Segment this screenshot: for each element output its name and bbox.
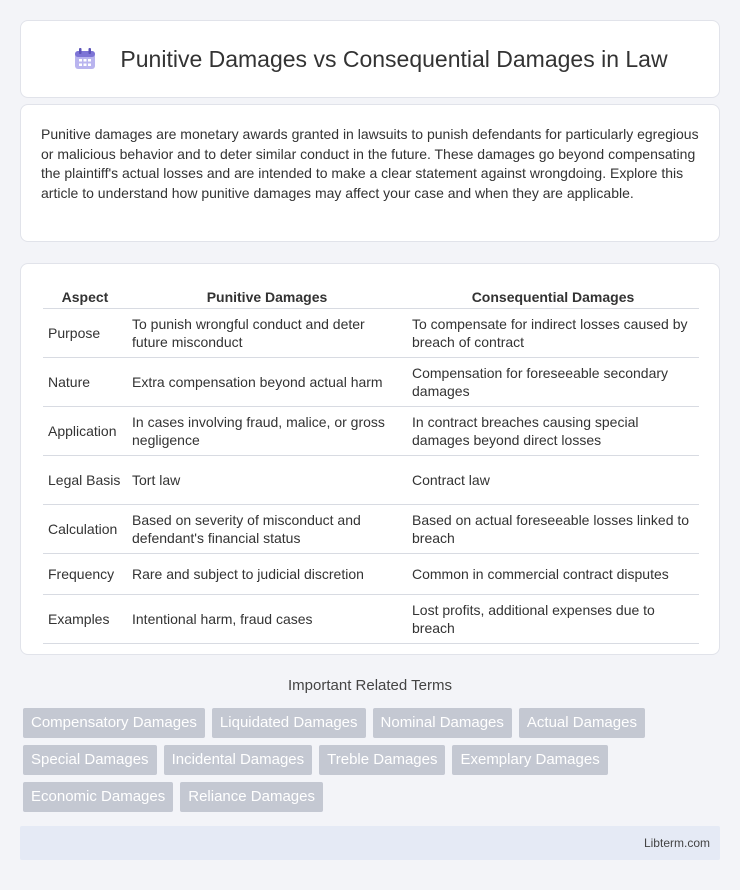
related-term-tag[interactable]: Compensatory Damages xyxy=(23,708,205,738)
row-punitive: Tort law xyxy=(127,455,407,504)
related-term-tag[interactable]: Exemplary Damages xyxy=(452,745,607,775)
footer-brand-link[interactable]: Libterm.com xyxy=(643,836,710,850)
table-row xyxy=(43,406,699,455)
comparison-card xyxy=(20,263,720,655)
header-aspect: Aspect xyxy=(43,284,127,308)
comparison-table xyxy=(43,284,699,644)
row-punitive: In cases involving fraud, malice, or gross negligence xyxy=(127,406,407,455)
table-row xyxy=(43,357,699,406)
row-aspect: Application xyxy=(43,406,127,455)
row-consequential: Common in commercial contract disputes xyxy=(407,553,699,594)
related-term-tag[interactable]: Incidental Damages xyxy=(164,745,313,775)
calendar-icon xyxy=(72,46,98,72)
header-punitive: Punitive Damages xyxy=(127,284,407,308)
row-aspect: Nature xyxy=(43,357,127,406)
page-title: Punitive Damages vs Consequential Damages in Law xyxy=(120,45,668,72)
row-consequential: Lost profits, additional expenses due to breach xyxy=(407,594,699,643)
table-header-row xyxy=(43,284,699,308)
row-consequential: Compensation for foreseeable secondary damages xyxy=(407,357,699,406)
row-consequential: Contract law xyxy=(407,455,699,504)
title-card xyxy=(20,20,720,98)
row-aspect: Calculation xyxy=(43,504,127,553)
related-term-tag[interactable]: Liquidated Damages xyxy=(212,708,366,738)
intro-paragraph: Punitive damages are monetary awards granted in lawsuits to punish defendants for particularly egregious or malicious behavior and to deter similar conduct in the future. These damages go beyond compensating the plaintiff's actual losses and are intended to make a clear statement against wrongdoing. Explore this article to understand how punitive damages may affect your case and when they are applicable. xyxy=(41,126,699,201)
table-row xyxy=(43,455,699,504)
table-row xyxy=(43,594,699,643)
related-term-tag[interactable]: Economic Damages xyxy=(23,782,173,812)
row-aspect: Frequency xyxy=(43,553,127,594)
row-aspect: Legal Basis xyxy=(43,455,127,504)
row-aspect: Examples xyxy=(43,594,127,643)
row-consequential: To compensate for indirect losses caused by breach of contract xyxy=(407,308,699,357)
header-consequential: Consequential Damages xyxy=(407,284,699,308)
footer xyxy=(20,826,720,860)
table-row xyxy=(43,308,699,357)
table-row xyxy=(43,553,699,594)
related-term-tag[interactable]: Treble Damages xyxy=(319,745,445,775)
row-punitive: Based on severity of misconduct and defendant's financial status xyxy=(127,504,407,553)
row-consequential: Based on actual foreseeable losses linked to breach xyxy=(407,504,699,553)
related-term-tag[interactable]: Special Damages xyxy=(23,745,157,775)
related-terms-title: Important Related Terms xyxy=(288,677,452,694)
row-punitive: Intentional harm, fraud cases xyxy=(127,594,407,643)
intro-card xyxy=(20,104,720,242)
row-punitive: Extra compensation beyond actual harm xyxy=(127,357,407,406)
row-consequential: In contract breaches causing special damages beyond direct losses xyxy=(407,406,699,455)
related-term-tag[interactable]: Nominal Damages xyxy=(373,708,512,738)
row-aspect: Purpose xyxy=(43,308,127,357)
related-term-tag[interactable]: Reliance Damages xyxy=(180,782,323,812)
related-term-tag[interactable]: Actual Damages xyxy=(519,708,645,738)
row-punitive: To punish wrongful conduct and deter future misconduct xyxy=(127,308,407,357)
related-terms-list xyxy=(23,708,723,819)
table-row xyxy=(43,504,699,553)
row-punitive: Rare and subject to judicial discretion xyxy=(127,553,407,594)
